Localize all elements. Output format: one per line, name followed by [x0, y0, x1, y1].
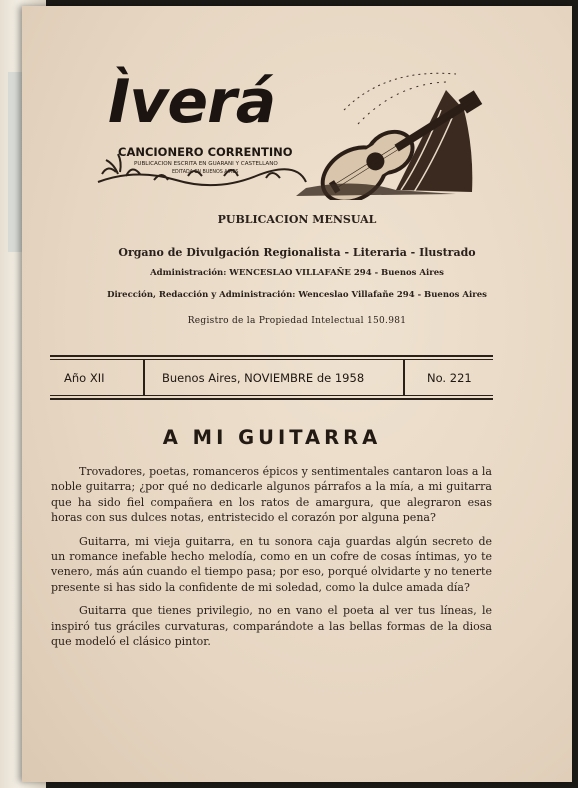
publisher-line: PUBLICACION ESCRITA EN GUARANI Y CASTELLANO	[134, 161, 278, 167]
article-paragraph: Trovadores, poetas, romanceros épicos y sentimentales cantaron loas a la noble guitarra; ¿por qué no dedicarle algunos párrafos a la mía, a mi guitarra que ha sido fiel compañera en los ratos de amargura, que alegraron esas horas con sus dulces notas, entristecido el corazón por alguna pena?	[51, 465, 492, 525]
registry-line: Registro de la Propiedad Intelectual 150.981	[187, 316, 407, 326]
issue-date: Buenos Aires, NOVIEMBRE de 1958	[162, 371, 365, 385]
issue-year: Año XII	[64, 371, 105, 385]
administration-line: Administración: WENCESLAO VILLAFAÑE 294 - Buenos Aires	[150, 268, 444, 278]
edition-line: EDITADA EN BUENOS AIRES	[172, 170, 239, 175]
issue-divider	[143, 360, 145, 396]
masthead	[22, 6, 572, 206]
top-rule	[50, 355, 493, 357]
bottom-rule	[50, 398, 493, 400]
top-rule-thin	[50, 359, 493, 360]
issue-number: No. 221	[427, 371, 472, 385]
article-title: A MI GUITARRA	[162, 426, 382, 449]
publication-frequency: PUBLICACION MENSUAL	[217, 213, 377, 226]
organ-line: Organo de Divulgación Regionalista - Literaria - Ilustrado	[118, 246, 476, 259]
direction-line: Dirección, Redacción y Administración: Wenceslao Villafañe 294 - Buenos Aires	[107, 290, 487, 300]
magazine-page	[22, 6, 572, 782]
article-paragraph: Guitarra que tienes privilegio, no en vano el poeta al ver tus líneas, le inspiró tus gráciles curvaturas, comparándote a las bellas formas de la diosa que modeló el clásico pintor.	[51, 604, 492, 649]
bottom-rule-thin	[50, 395, 493, 396]
article-paragraph: Guitarra, mi vieja guitarra, en tu sonora caja guardas algún secreto de un romance inefable hecho melodía, como en un cofre de cosas íntimas, yo te venero, más aún cuando el tiempo pasa; por eso, porqué olvidarte y no tenerte presente si has sido la confidente de mi soledad, como la dulce amada día?	[51, 534, 492, 594]
magazine-logo-subtitle: CANCIONERO CORRENTINO	[118, 145, 293, 159]
issue-divider	[403, 360, 405, 396]
magazine-logo-title: Ìverá	[108, 67, 276, 137]
article-body	[51, 464, 492, 657]
